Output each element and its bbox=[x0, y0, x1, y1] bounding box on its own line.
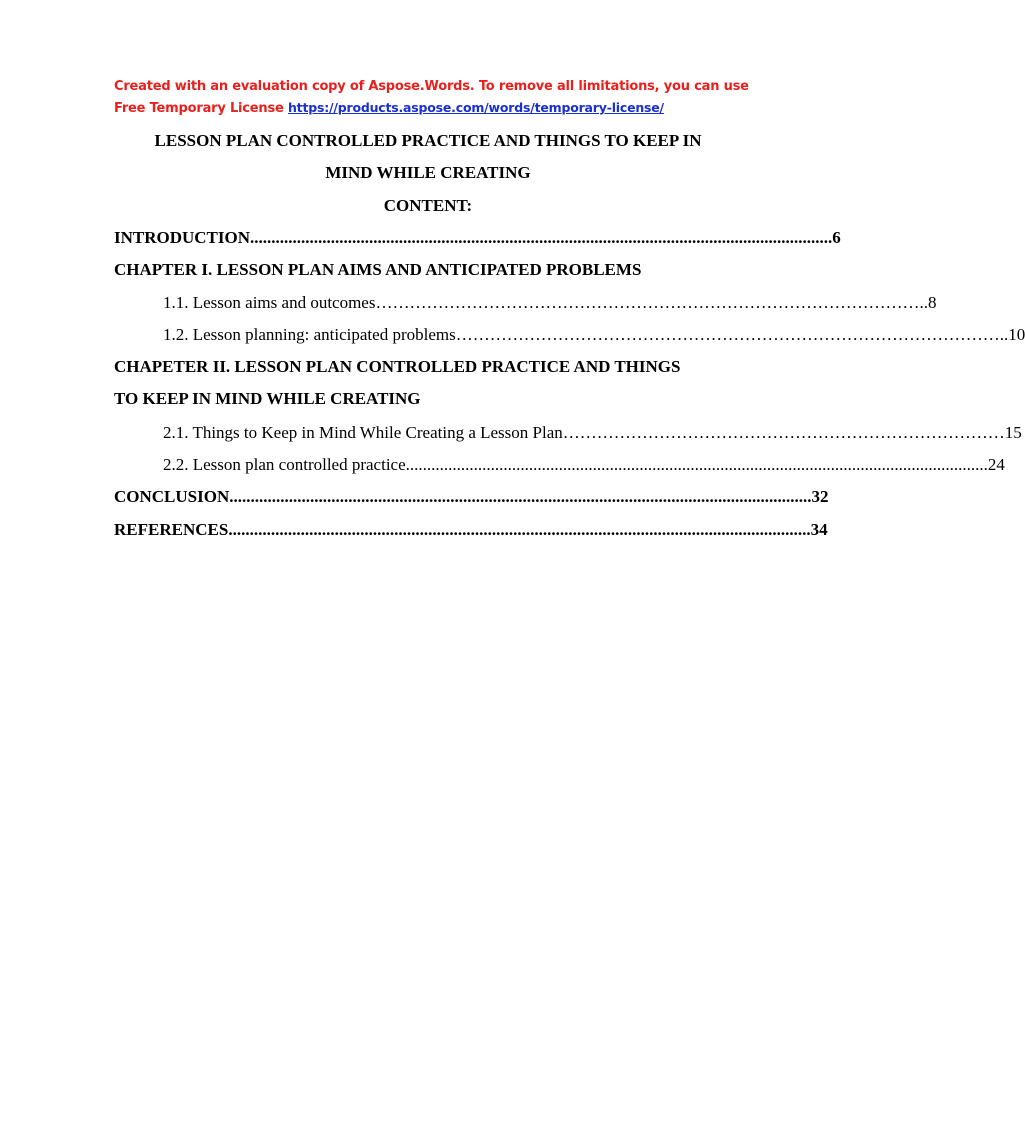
evaluation-notice-line1: Created with an evaluation copy of Aspose.Words. To remove all limitations, you can use bbox=[114, 79, 749, 94]
toc-entry-references[interactable] bbox=[114, 514, 828, 546]
temporary-license-link[interactable]: https://products.aspose.com/words/temporary-license/ bbox=[287, 100, 664, 115]
toc-dot-leader: …………………………………………………………………………………….. bbox=[375, 293, 928, 312]
toc-entry-chapter-2-line1[interactable]: CHAPETER II. LESSON PLAN CONTROLLED PRACTICE AND THINGS bbox=[114, 357, 681, 376]
toc-entry-label: 1.2. Lesson planning: anticipated problems bbox=[163, 325, 456, 344]
toc-entry-1-1[interactable] bbox=[163, 287, 937, 319]
evaluation-notice-line2 bbox=[114, 97, 754, 119]
toc-entry-label: 2.2. Lesson plan controlled practice bbox=[163, 455, 406, 474]
toc-page-number: 10 bbox=[1008, 325, 1025, 344]
toc-page-number: 6 bbox=[832, 228, 841, 247]
toc-entry-label: CONCLUSION bbox=[114, 487, 230, 506]
toc-entry-label: 1.1. Lesson aims and outcomes bbox=[163, 293, 376, 312]
toc-entry-2-2[interactable] bbox=[163, 449, 1005, 481]
toc-dot-leader: ......................................................................................................................................... bbox=[228, 520, 811, 539]
evaluation-notice bbox=[114, 76, 754, 119]
toc-dot-leader: ......................................................................................................................................... bbox=[250, 228, 833, 247]
toc-entry-label: 2.1. Things to Keep in Mind While Creating a Lesson Plan bbox=[163, 423, 563, 442]
toc-page-number: 34 bbox=[810, 520, 828, 539]
toc-entry-label: REFERENCES bbox=[114, 520, 229, 539]
toc-page-number: 24 bbox=[987, 455, 1005, 474]
toc-entry-label: INTRODUCTION bbox=[114, 228, 251, 247]
toc-entry-chapter-2-line2[interactable]: TO KEEP IN MIND WHILE CREATING bbox=[114, 389, 421, 408]
document-title-line2: MIND WHILE CREATING bbox=[325, 163, 531, 182]
toc-page-number: 32 bbox=[811, 487, 829, 506]
toc-dot-leader: ......................................................................................................................................... bbox=[229, 487, 812, 506]
toc-page-number: 15 bbox=[1004, 423, 1022, 442]
document-title-line1: LESSON PLAN CONTROLLED PRACTICE AND THINGS TO KEEP IN bbox=[154, 131, 702, 150]
toc-page-number: 8 bbox=[927, 293, 937, 312]
toc-dot-leader: …………………………………………………………………… bbox=[562, 423, 1005, 442]
toc-entry-chapter-1[interactable]: CHAPTER I. LESSON PLAN AIMS AND ANTICIPATED PROBLEMS bbox=[114, 260, 642, 279]
toc-dot-leader: ......................................................................................................................................... bbox=[405, 455, 988, 474]
toc-entry-2-1[interactable] bbox=[163, 417, 1022, 449]
toc-dot-leader: …………………………………………………………………………………….. bbox=[455, 325, 1009, 344]
toc-entry-conclusion[interactable] bbox=[114, 481, 829, 513]
license-label: Free Temporary License bbox=[114, 101, 288, 116]
toc-entry-introduction[interactable] bbox=[114, 222, 841, 254]
content-heading: CONTENT: bbox=[383, 196, 473, 215]
toc-entry-1-2[interactable] bbox=[163, 319, 1025, 351]
